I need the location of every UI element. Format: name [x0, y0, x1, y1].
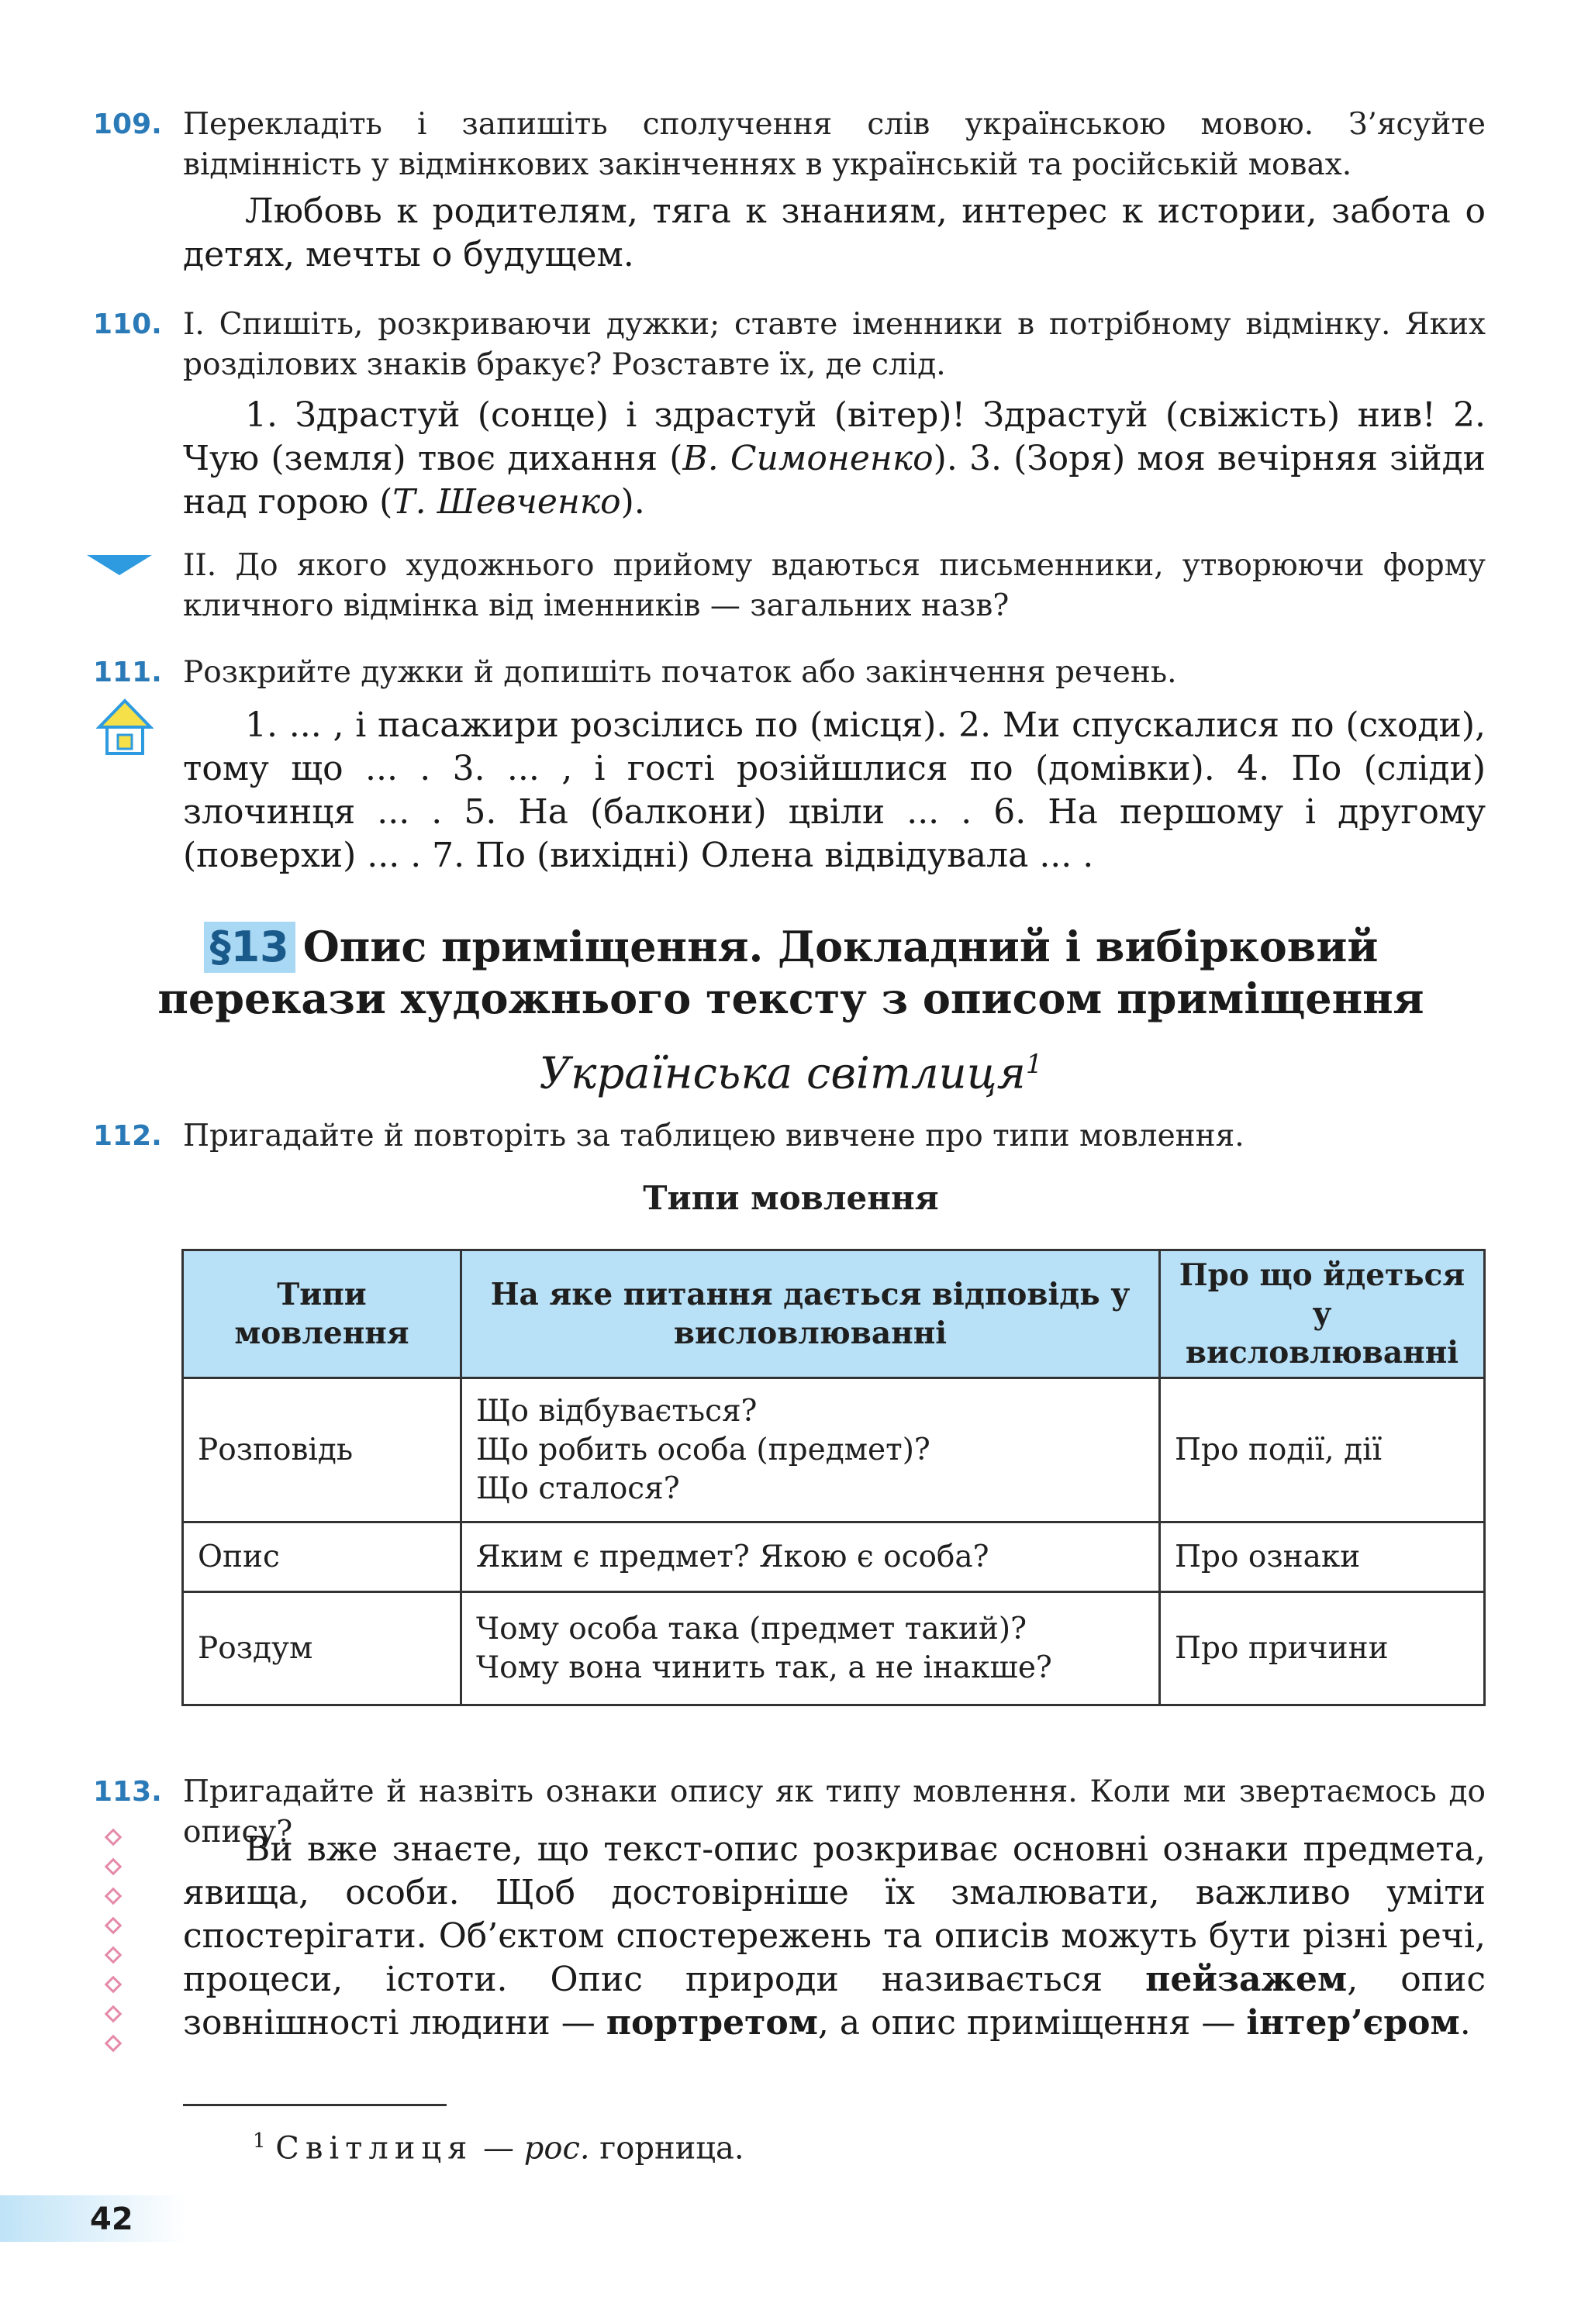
term: інтер’єром	[1246, 2003, 1460, 2043]
question-line: Чому вона чинить так, а не інакше?	[476, 1650, 1052, 1685]
exercise-text: Любовь к родителям, тяга к знаниям, интерес к истории, забота о детях, мечты о будущем.	[183, 191, 1486, 274]
footnote-term: Світлиця	[275, 2130, 474, 2167]
text-part: , опис зовнішності людини —	[183, 1960, 1486, 2043]
footnote-lang: рос.	[523, 2130, 590, 2167]
footnote-marker: 1	[253, 2129, 266, 2153]
exercise-number: 113.	[93, 1776, 162, 1808]
exercise-instruction: I. Спишіть, розкриваючи дужки; ставте іменники в потрібному відмінку. Яких розділових знаків бракує? Розставте їх, де слід.	[183, 307, 1486, 382]
subtitle-text: Українська світлиця	[539, 1048, 1026, 1099]
text-part: ). 3. (Зоря) моя вечірняя зійди над горою (	[183, 439, 1486, 522]
term: пейзажем	[1145, 1960, 1348, 1999]
table-row	[183, 1378, 1485, 1522]
text-part: Ви вже знаєте, що текст-опис розкриває основні ознаки предмета, явища, особи. Щоб достовірніше їх змалювати, важливо уміти спостерігати. Об’єктом спостережень та описів можуть бути різні речі, процеси, істоти. Опис природи називається	[183, 1829, 1486, 1999]
table-cell: Розповідь	[183, 1378, 461, 1522]
exercise-number: 110.	[93, 309, 162, 340]
text-part: .	[1459, 2003, 1471, 2043]
question-line: Що сталося?	[476, 1471, 680, 1506]
exercise-instruction: Пригадайте й повторіть за таблицею вивчене про типи мовлення.	[183, 1119, 1245, 1153]
section-subtitle	[93, 1037, 1489, 1102]
diamond-bullet-icon	[105, 1858, 123, 1876]
page-number: 42	[90, 2202, 133, 2237]
table-row	[183, 1522, 1485, 1592]
author: Т. Шевченко	[392, 482, 621, 522]
question-line: Чому особа така (предмет такий)?	[476, 1611, 1027, 1646]
diamond-bullet-icon	[105, 1976, 123, 1994]
question-line: Що робить особа (предмет)?	[476, 1432, 930, 1467]
column-header: Типи мовлення	[183, 1250, 461, 1378]
term: портретом	[606, 2003, 818, 2043]
table-cell: Про події, дії	[1160, 1378, 1485, 1522]
diamond-bullet-icon	[105, 2035, 123, 2053]
exercise-instruction: Перекладіть і запишіть сполучення слів українською мовою. З’ясуйте відмінність у відмінкових закінченнях в українській та російській мовах.	[183, 107, 1486, 182]
exercise-part-two: II. До якого художнього прийому вдаються письменники, утворюючи форму кличного відмінка від іменників — загальних назв?	[183, 548, 1486, 623]
exercise-instruction: Розкрийте дужки й допишіть початок або закінчення речень.	[183, 655, 1177, 690]
text-part: 1. Здрастуй (сонце) і здрастуй (вітер)! Здрастуй (свіжість) нив! 2. Чую (земля) твоє дихання (	[183, 395, 1486, 478]
diamond-bullet-icon	[105, 1829, 123, 1846]
table-cell: Про ознаки	[1160, 1522, 1485, 1592]
section-title-line: перекази художнього тексту з описом приміщення	[157, 974, 1424, 1023]
table-cell	[461, 1592, 1160, 1705]
exercise-number: 112.	[93, 1120, 162, 1152]
table-cell: Опис	[183, 1522, 461, 1592]
home-task-icon	[96, 698, 154, 758]
table-title: Типи мовлення	[643, 1179, 939, 1217]
diamond-bullet-icon	[105, 1946, 123, 1964]
rule-marker-column	[107, 1831, 138, 2067]
diamond-bullet-icon	[105, 2005, 123, 2023]
table-cell	[461, 1378, 1160, 1522]
attention-triangle-icon	[87, 555, 152, 575]
rule-text	[183, 1828, 1486, 2045]
table-cell: Про причини	[1160, 1592, 1485, 1705]
exercise-number: 109.	[93, 109, 162, 140]
exercise-text	[183, 394, 1486, 524]
speech-types-table	[181, 1249, 1486, 1706]
diamond-bullet-icon	[105, 1917, 123, 1935]
exercise-number: 111.	[93, 657, 162, 688]
table-row	[183, 1592, 1485, 1705]
column-header: На яке питання дається відповідь у висловлюванні	[461, 1250, 1160, 1378]
column-header: Про що йдеться у висловлюванні	[1160, 1250, 1485, 1378]
author: В. Симоненко	[682, 439, 934, 478]
footnote-divider	[183, 2104, 447, 2106]
table-cell: Яким є предмет? Якою є особа?	[461, 1522, 1160, 1592]
table-header-row	[183, 1250, 1485, 1378]
exercise-instruction: Пригадайте й назвіть ознаки опису як типу мовлення. Коли ми звертаємось до опису?	[183, 1774, 1486, 1850]
diamond-bullet-icon	[105, 1888, 123, 1905]
table-cell: Роздум	[183, 1592, 461, 1705]
text-part: ).	[620, 482, 645, 522]
section-number-badge: §13	[204, 922, 295, 973]
footnote	[253, 2121, 1416, 2168]
section-title-line: Опис приміщення. Докладний і вибірковий	[302, 922, 1379, 971]
section-heading	[93, 921, 1489, 1024]
question-line: Що відбувається?	[476, 1393, 758, 1429]
exercise-text: 1. ... , і пасажири розсілись по (місця). 2. Ми спускалися по (сходи), тому що ... . 3. ... , і гості розійшлися по (домівки). 4. По (сліди) злочинця ... . 5. На (балкони) цвіли ... . 6. На першому і другому (поверхи) ... . 7. По (вихідні) Олена відвідувала ... .	[183, 705, 1486, 875]
footnote-dash: —	[473, 2130, 524, 2167]
footnote-marker: 1	[1025, 1049, 1043, 1080]
footnote-translation: горница.	[589, 2130, 744, 2167]
text-part: , а опис приміщення —	[817, 2003, 1247, 2043]
